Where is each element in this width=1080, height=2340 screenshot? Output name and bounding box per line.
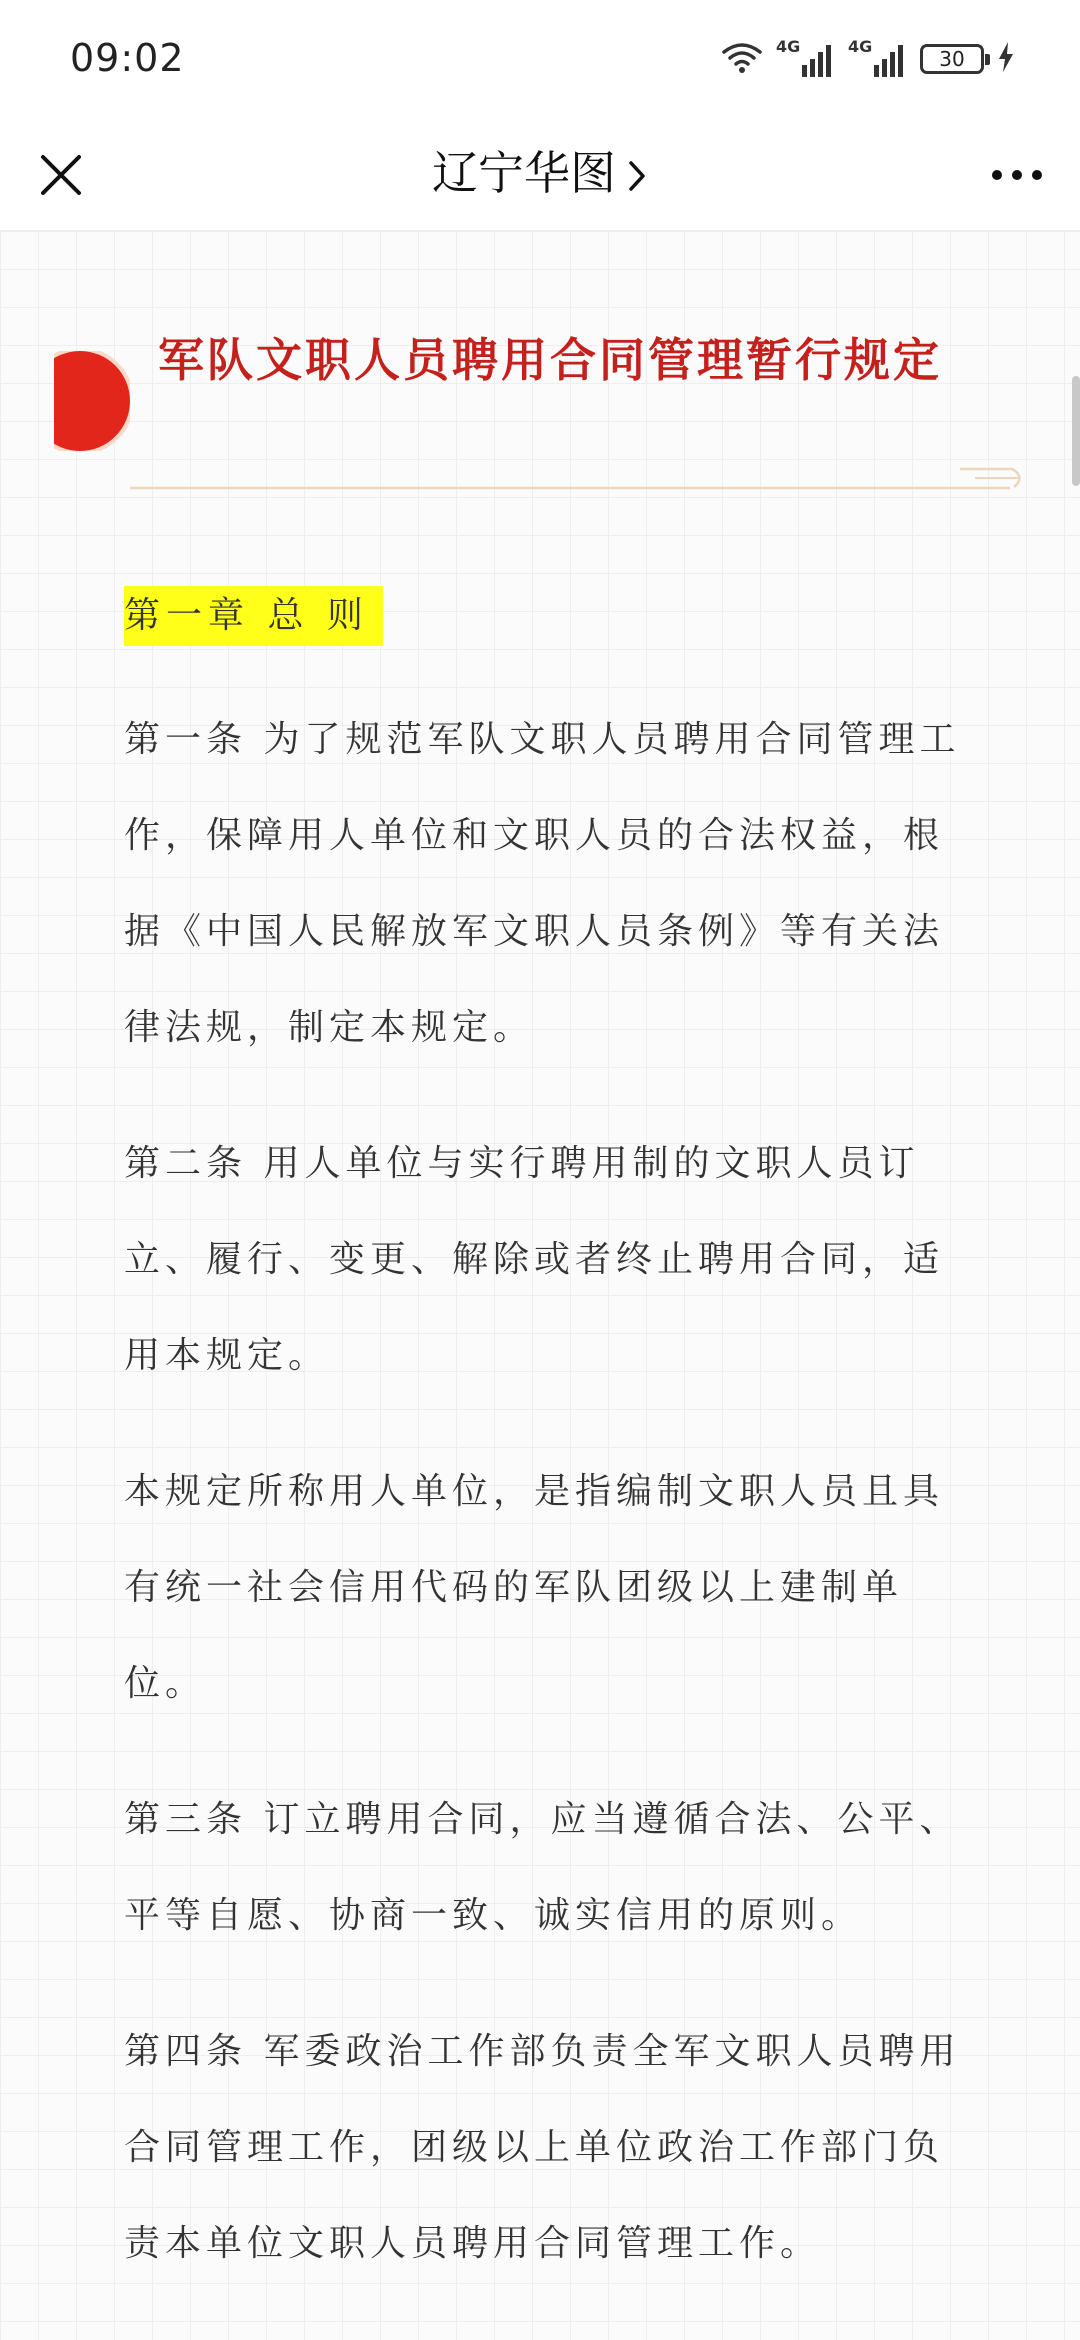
status-time: 09:02 bbox=[70, 36, 185, 80]
network-type-1: 4G bbox=[776, 37, 801, 56]
paragraph: 本规定所称用人单位，是指编制文职人员且具有统一社会信用代码的军队团级以上建制单位。 bbox=[124, 1471, 945, 1704]
paragraph: 第一条 为了规范军队文职人员聘用合同管理工作，保障用人单位和文职人员的合法权益，根据《中国人民解放军文职人员条例》等有关法律法规，制定本规定。 bbox=[124, 719, 961, 1048]
article-content[interactable] bbox=[0, 231, 1080, 2340]
paragraph: 第四条 军委政治工作部负责全军文职人员聘用合同管理工作，团级以上单位政治工作部门负责本单位文职人员聘用合同管理工作。 bbox=[124, 2031, 961, 2264]
nav-bar bbox=[0, 120, 1080, 231]
account-name-link[interactable] bbox=[0, 138, 1080, 212]
paragraph: 第三条 订立聘用合同，应当遵循合法、公平、平等自愿、协商一致、诚实信用的原则。 bbox=[124, 1799, 961, 1936]
more-dots-icon bbox=[984, 142, 1050, 208]
battery-level: 30 bbox=[939, 47, 965, 71]
paragraph: 第二条 用人单位与实行聘用制的文职人员订立、履行、变更、解除或者终止聘用合同，适用本规定。 bbox=[124, 1143, 945, 1376]
chapter-heading: 第一章 总 则 bbox=[124, 586, 383, 646]
network-type-2: 4G bbox=[848, 37, 873, 56]
cell-signal-icon-1 bbox=[776, 39, 834, 79]
charging-icon bbox=[998, 42, 1014, 76]
status-bar bbox=[0, 0, 1080, 120]
status-icons bbox=[722, 38, 1014, 80]
article-header bbox=[0, 271, 1080, 521]
scrollbar[interactable] bbox=[1072, 376, 1080, 486]
account-name: 辽宁华图 bbox=[432, 146, 616, 200]
chevron-right-icon bbox=[626, 142, 648, 212]
battery-icon bbox=[920, 44, 984, 74]
title-underline-decoration bbox=[0, 271, 1080, 521]
article-body bbox=[124, 586, 964, 2332]
cell-signal-icon-2 bbox=[848, 39, 906, 79]
wifi-icon bbox=[722, 40, 762, 78]
article-title: 军队文职人员聘用合同管理暂行规定 bbox=[158, 333, 942, 387]
more-button[interactable] bbox=[984, 142, 1050, 208]
